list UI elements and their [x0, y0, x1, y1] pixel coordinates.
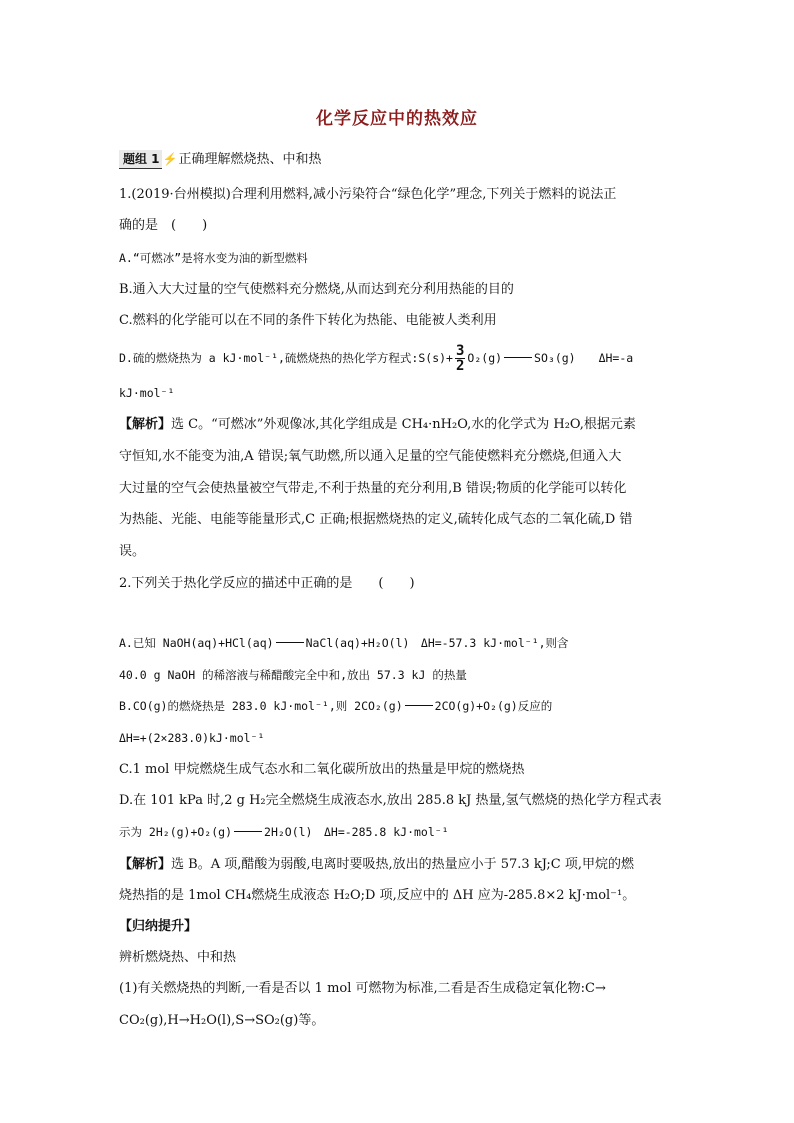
reaction-arrow-icon	[405, 705, 433, 706]
q1-analysis-line4: 为热能、光能、电能等能量形式,C 正确;根据燃烧热的定义,硫转化成气态的二氧化硫,D 错	[119, 512, 633, 527]
q1-d-text3: SO₃(g) ΔH=-a	[534, 351, 634, 365]
q1-option-d	[119, 344, 633, 373]
summary-heading: 辨析燃烧热、中和热	[119, 950, 237, 965]
q2-a-text1: A.已知 NaOH(aq)+HCl(aq)	[119, 636, 274, 650]
summary-para1-line1: (1)有关燃烧热的判断,一看是否以 1 mol 可燃物为标准,二看是否生成稳定氧化物:C→	[119, 981, 606, 996]
reaction-arrow-icon	[276, 642, 304, 643]
q1-d-text1: D.硫的燃烧热为 a kJ·mol⁻¹,硫燃烧热的热化学方程式:S(s)+	[119, 351, 453, 365]
q2-d-text1: 示为 2H₂(g)+O₂(g)	[119, 825, 233, 839]
fraction-denominator: 2	[455, 358, 465, 374]
group-heading-text: 正确理解燃烧热、中和热	[178, 152, 322, 167]
q1-option-b: B.通入大大过量的空气使燃料充分燃烧,从而达到充分利用热能的目的	[119, 282, 514, 297]
reaction-arrow-icon	[504, 357, 532, 358]
q1-analysis-line5: 误。	[119, 544, 146, 559]
summary-para1-line2: CO₂(g),H→H₂O(l),S→SO₂(g)等。	[119, 1013, 325, 1028]
q1-option-d-cont: kJ·mol⁻¹	[119, 386, 175, 400]
q1-option-a: A.“可燃冰”是将水变为油的新型燃料	[119, 251, 308, 265]
q2-analysis-line1	[119, 856, 634, 874]
q1-stem-line1: 1.(2019·台州模拟)合理利用燃料,减小污染符合“绿色化学”理念,下列关于燃料的说法正	[119, 187, 617, 202]
q1-analysis-line3: 大过量的空气会使热量被空气带走,不利于热量的充分利用,B 错误;物质的化学能可以转化	[119, 481, 627, 496]
q2-option-b-line1	[119, 697, 552, 715]
q1-analysis-line2: 守恒知,水不能变为油,A 错误;氧气助燃,所以通入足量的空气能使燃料充分燃烧,但通入大	[119, 449, 622, 464]
q2-a-text2: NaCl(aq)+H₂O(l) ΔH=-57.3 kJ·mol⁻¹,则含	[305, 636, 569, 650]
analysis-label: 【解析】	[119, 857, 172, 872]
analysis-label: 【解析】	[119, 417, 172, 432]
q2-d-text2: 2H₂O(l) ΔH=-285.8 kJ·mol⁻¹	[264, 825, 449, 839]
fraction-numerator: 3	[455, 343, 465, 359]
q1-option-c: C.燃料的化学能可以在不同的条件下转化为热能、电能被人类利用	[119, 313, 497, 328]
q2-option-a-line1	[119, 634, 569, 652]
q1-analysis-line1	[119, 416, 636, 434]
q2-option-d-line2	[119, 823, 449, 841]
group-heading	[119, 150, 322, 169]
q2-analysis-line2: 烧热指的是 1mol CH₄燃烧生成液态 H₂O;D 项,反应中的 ΔH 应为-285.8×2 kJ·mol⁻¹。	[119, 888, 636, 903]
group-badge: 题组 1	[119, 150, 162, 169]
document-title: 化学反应中的热效应	[316, 109, 478, 129]
q2-option-b-line2: ΔH=+(2×283.0)kJ·mol⁻¹	[119, 731, 265, 745]
q2-b-text2: 2CO(g)+O₂(g)反应的	[434, 699, 553, 713]
q2-option-c: C.1 mol 甲烷燃烧生成气态水和二氧化碳所放出的热量是甲烷的燃烧热	[119, 762, 525, 777]
q2-stem: 2.下列关于热化学反应的描述中正确的是 ( )	[119, 576, 415, 591]
q2-option-d-line1: D.在 101 kPa 时,2 g H₂完全燃烧生成液态水,放出 285.8 kJ 热量,氢气燃烧的热化学方程式表	[119, 793, 662, 808]
q1-d-text2: O₂(g)	[467, 351, 503, 365]
lightning-icon: ⚡	[162, 152, 178, 166]
reaction-arrow-icon	[234, 831, 262, 832]
q2-option-a-line2: 40.0 g NaOH 的稀溶液与稀醋酸完全中和,放出 57.3 kJ 的热量	[119, 668, 467, 682]
q1-analysis-text1: 选 C。“可燃冰”外观像冰,其化学组成是 CH₄·nH₂O,水的化学式为 H₂O,根据元素	[171, 417, 636, 432]
q1-stem-line2: 确的是 ( )	[119, 218, 208, 233]
summary-label: 【归纳提升】	[119, 919, 198, 934]
fraction	[455, 344, 465, 373]
q2-b-text1: B.CO(g)的燃烧热是 283.0 kJ·mol⁻¹,则 2CO₂(g)	[119, 699, 403, 713]
q2-analysis-text1: 选 B。A 项,醋酸为弱酸,电离时要吸热,放出的热量应小于 57.3 kJ;C 项,甲烷的燃	[171, 857, 634, 872]
